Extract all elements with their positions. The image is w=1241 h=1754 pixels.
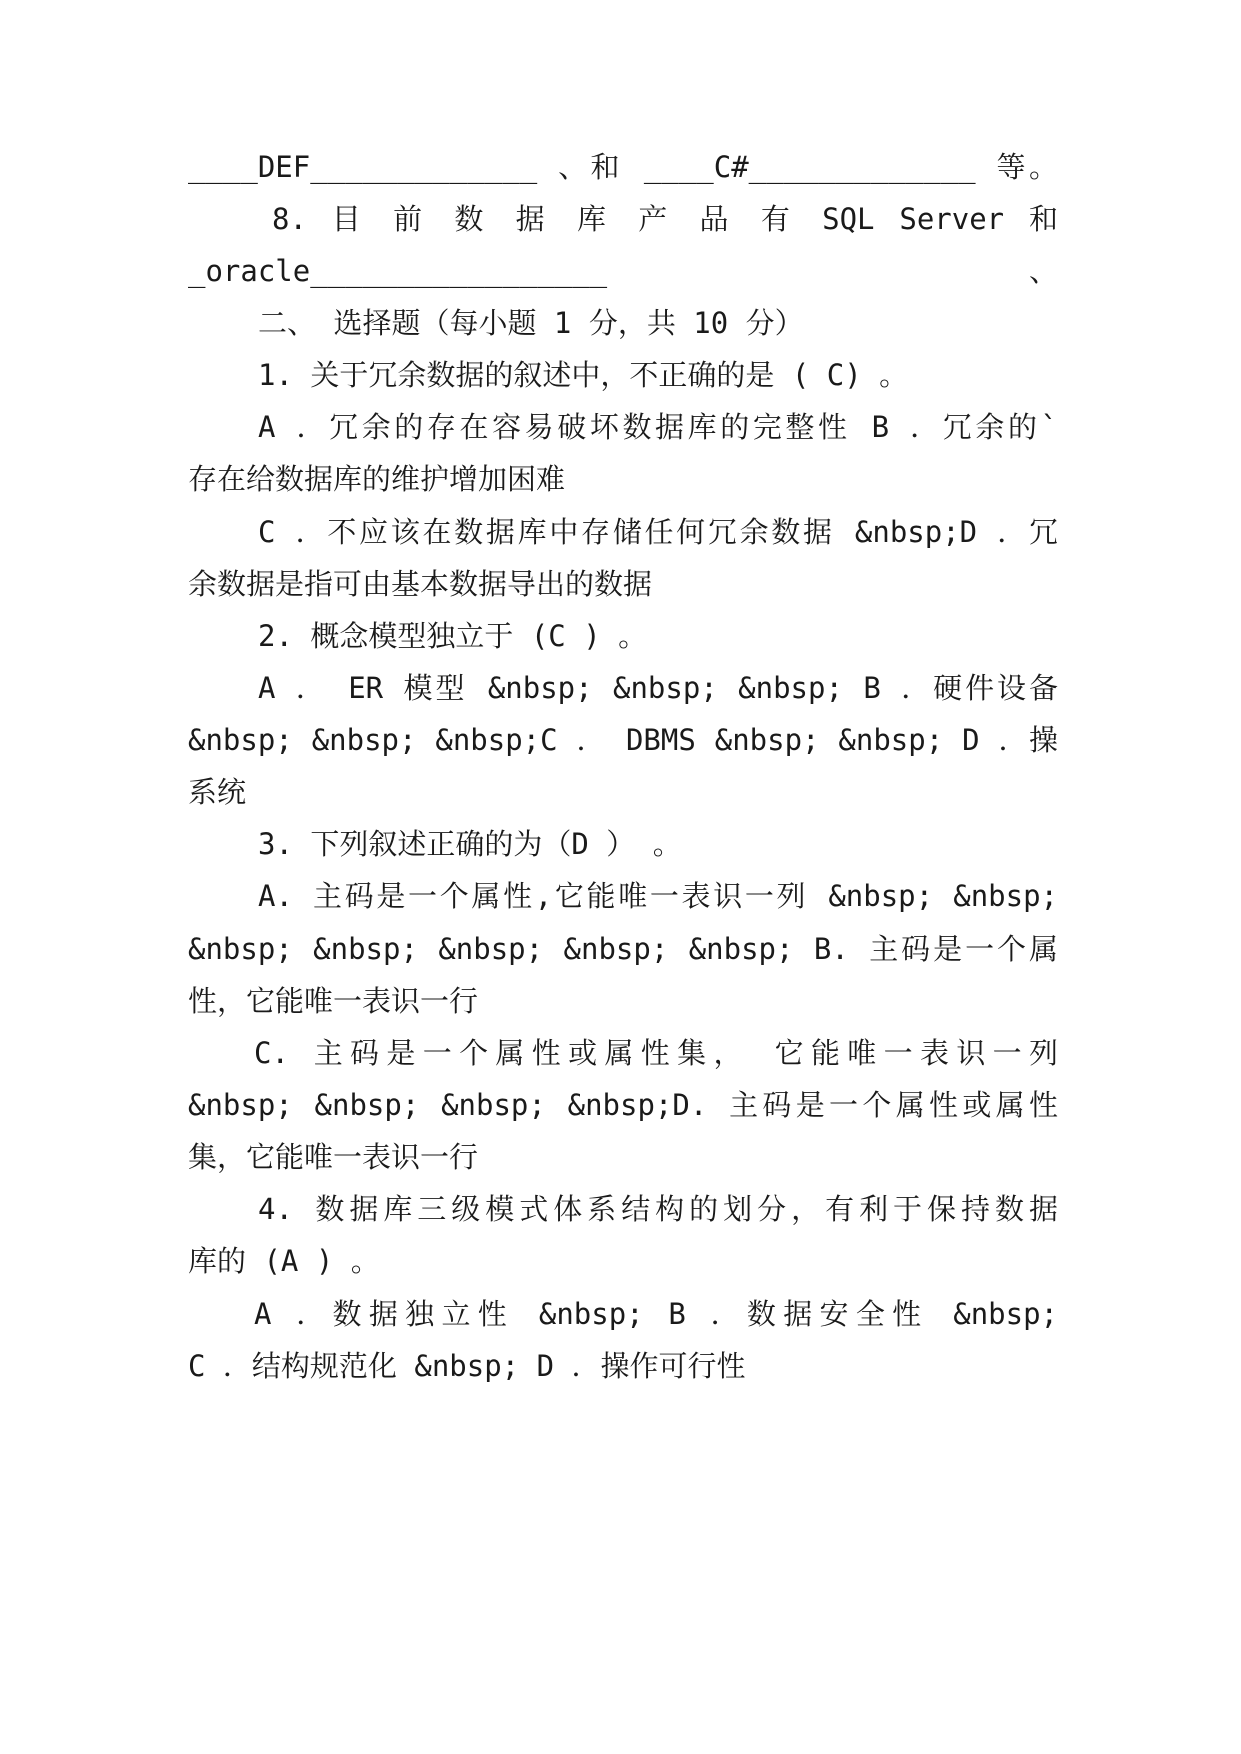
choice-question-3-option-d: &nbsp; &nbsp; &nbsp; &nbsp;D. 主码是一个属性或属性	[188, 1088, 1058, 1122]
fill-blank-line-7-answers: ____DEF_____________ 、和 ____C#_____________ 等。	[188, 150, 1058, 184]
choice-question-3-option-d-continued: 集，它能唯一表识一行	[188, 1140, 479, 1174]
choice-question-2: 2. 概念模型独立于 (C ) 。	[258, 619, 648, 653]
choice-question-1-options-b-continued: 存在给数据库的维护增加困难	[188, 462, 566, 496]
choice-question-3-option-c: C. 主码是一个属性或属性集， 它能唯一表识一列	[254, 1036, 1058, 1070]
choice-question-3-option-b: &nbsp; &nbsp; &nbsp; &nbsp; &nbsp; B. 主码是一个属	[188, 932, 1058, 966]
choice-question-4-options-cd: C ．结构规范化 &nbsp; D ．操作可行性	[188, 1349, 746, 1383]
choice-question-1-options-d-continued: 余数据是指可由基本数据导出的数据	[188, 567, 653, 601]
choice-question-3-option-b-continued: 性，它能唯一表识一行	[188, 984, 479, 1018]
choice-question-2-options-cd: &nbsp; &nbsp; &nbsp;C ． DBMS &nbsp; &nbsp; D ．操	[188, 723, 1058, 757]
choice-question-1-options-cd: C ．不应该在数据库中存储任何冗余数据 &nbsp;D ．冗	[258, 515, 1058, 549]
question-8-text: 8. 目 前 数 据 库 产 品 有 SQL Server 和	[272, 202, 1058, 236]
question-8-answers: _oracle_________________ 、	[188, 254, 1058, 288]
choice-question-2-options-d-continued: 系统	[188, 775, 247, 809]
choice-question-1-options-ab: A ．冗余的存在容易破坏数据库的完整性 B ．冗余的`	[258, 410, 1058, 444]
choice-question-2-options-ab: A ． ER 模型 &nbsp; &nbsp; &nbsp; B ．硬件设备	[258, 671, 1058, 705]
choice-question-1: 1. 关于冗余数据的叙述中，不正确的是 ( C) 。	[258, 358, 909, 392]
choice-question-4: 4. 数据库三级模式体系结构的划分，有利于保持数据	[258, 1192, 1058, 1226]
section-heading-multiple-choice: 二、 选择题（每小题 1 分，共 10 分）	[258, 306, 804, 340]
choice-question-4-options-ab: A ．数据独立性 &nbsp; B ．数据安全性 &nbsp;	[254, 1297, 1058, 1331]
choice-question-3-option-a: A. 主码是一个属性,它能唯一表识一列 &nbsp; &nbsp;	[258, 879, 1058, 913]
choice-question-4-continued: 库的 (A ) 。	[188, 1244, 380, 1278]
choice-question-3: 3. 下列叙述正确的为（D ） 。	[258, 827, 682, 861]
